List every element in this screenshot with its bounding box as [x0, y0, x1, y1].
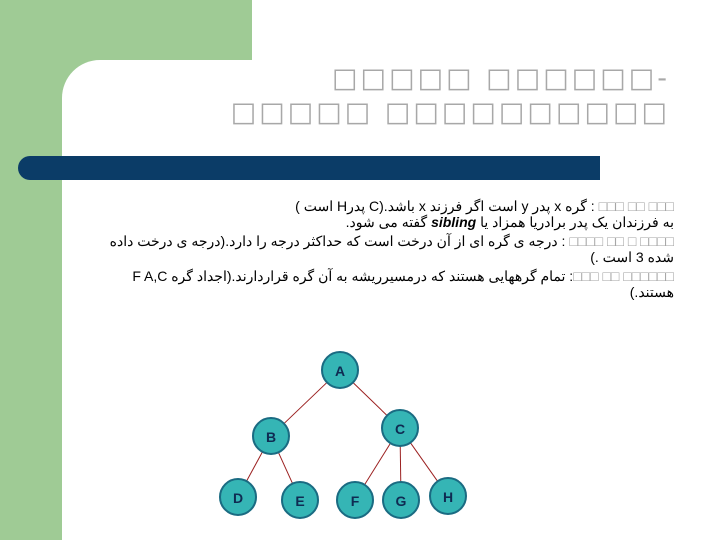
tree-edge-a-b	[284, 382, 327, 423]
tree-node-e	[282, 482, 318, 518]
sibling-term: sibling	[431, 214, 477, 230]
tree-edge-c-f	[365, 443, 391, 484]
tree-node-h	[430, 478, 466, 514]
tree-node-d	[220, 479, 256, 515]
definition-sibling-text: به فرزندان یک پدر برادریا همزاد یا	[476, 214, 674, 230]
term-parent: □□□ □□ □□□	[598, 198, 674, 214]
tree-node-c	[382, 410, 418, 446]
slide-title: -□□□□□□ □□□□□ □□□□□□□□□□ □□□□□	[230, 63, 670, 128]
tree-edge-a-c	[353, 383, 387, 416]
tree-node-label: B	[265, 429, 277, 445]
definition-degree-text: : درجه ی گره ای از آن درخت است که حداکثر درجه را دارد.(درجه ی درخت داده شده 3 است .)	[109, 233, 674, 265]
tree-node-label: F	[350, 493, 360, 509]
tree-node-a	[322, 352, 358, 388]
tree-node-label: E	[295, 493, 305, 509]
definition-ancestors-text: : تمام گرههایی هستند که درمسیرریشه به آن گره قراردارند.(اجداد گره F A,C هستند.)	[132, 268, 674, 300]
tree-node-label: A	[334, 363, 346, 379]
tree-node-label: G	[395, 493, 407, 509]
definition-sibling	[86, 214, 674, 230]
tree-node-b	[253, 418, 289, 454]
definition-parent-text: : گره x پدر y است اگر فرزند x باشد.(C پدرH است )	[295, 198, 599, 214]
tree-edge-c-h	[410, 443, 437, 482]
definition-degree	[86, 233, 674, 265]
tree-node-label: H	[442, 489, 454, 505]
tree-diagram	[200, 340, 480, 525]
term-ancestors: □□□□□□ □□ □□□	[573, 268, 674, 284]
tree-edge-c-g	[400, 446, 401, 482]
definition-ancestors	[86, 268, 674, 300]
tree-edge-b-d	[247, 452, 263, 481]
term-degree: □□□□ □ □□ □□□□	[569, 233, 674, 249]
slide-body	[86, 198, 674, 300]
tree-edge-b-e	[278, 452, 292, 483]
definition-parent	[86, 198, 674, 214]
definition-sibling-after: گفته می شود.	[345, 214, 432, 230]
green-decor-left	[0, 0, 62, 540]
tree-node-label: C	[394, 421, 406, 437]
title-divider-bar	[18, 156, 600, 180]
tree-node-f	[337, 482, 373, 518]
tree-node-label: D	[232, 490, 244, 506]
tree-node-g	[383, 482, 419, 518]
